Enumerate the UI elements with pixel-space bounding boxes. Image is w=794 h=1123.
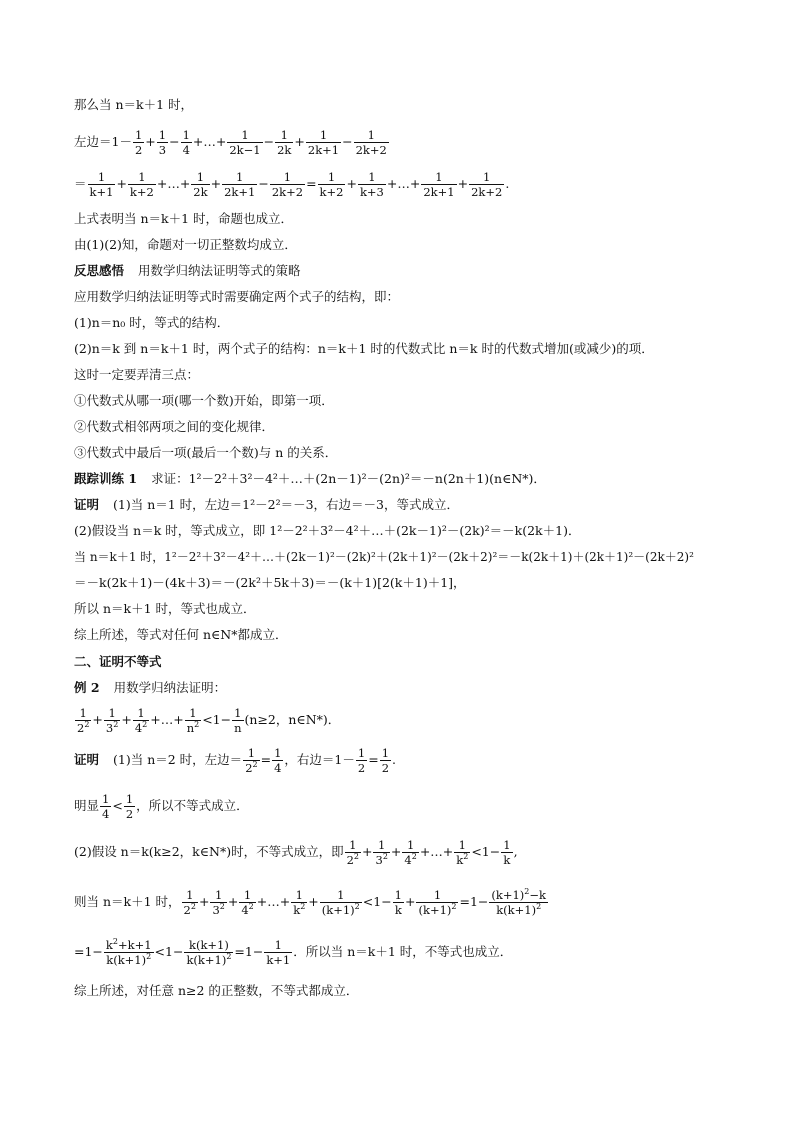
induction-step: 则当 n＝k＋1 时， $\frac{1}{2^2}$ + $\frac{1}{3^2}$ + $\frac{1}{4^2}$ +…+ $\frac{1}{k^2}$ + $\frac{1}{(k+1)^2}$ <1− $\frac{1}{k}$ + $\frac{1}{(k+1)^2}$ =1− $\frac{(k+1)^2-k}{k(k+1)^2}$ xyxy=(74,887,546,917)
text-line: 应用数学归纳法证明等式时需要确定两个式子的结构，即： xyxy=(74,289,400,304)
text-line: 综上所述，等式对任何 n∈N*都成立． xyxy=(74,627,288,642)
text-line: 明显 $\frac{1}{4}$ < $\frac{1}{2}$ ，所以不等式成立． xyxy=(74,792,249,821)
text-line: 这时一定要弄清三点： xyxy=(74,367,200,382)
text-line: ＝－k(2k＋1)－(4k＋3)＝－(2k²＋5k＋3)＝－(k＋1)[2(k＋1)＋1]， xyxy=(74,575,466,590)
text-line: ②代数式相邻两项之间的变化规律． xyxy=(74,419,275,434)
exercise-heading: 跟踪训练 1 求证：1²－2²＋3²－4²＋…＋(2n－1)²－(2n)²＝－n(2n＋1)(n∈N*)． xyxy=(74,471,546,486)
text-line: (2)n＝k 到 n＝k＋1 时，两个式子的结构：n＝k＋1 时的代数式比 n＝k 时的代数式增加(或减少)的项． xyxy=(74,341,654,356)
equation-left-side: 左边＝1－ $\frac{1}{2}$ + $\frac{1}{3}$ − $\frac{1}{4}$ +…+ $\frac{1}{2k-1}$ − $\frac{1}{2k}$ + $\frac{1}{2k+1}$ − $\frac{1}{2k+2}$ xyxy=(74,128,387,157)
text-line: 所以 n＝k＋1 时，等式也成立． xyxy=(74,601,256,616)
text-line: ①代数式从哪一项(哪一个数)开始，即第一项． xyxy=(74,393,334,408)
reflection-heading: 反思感悟 用数学归纳法证明等式的策略 xyxy=(74,263,301,278)
text-line: ③代数式中最后一项(最后一个数)与 n 的关系． xyxy=(74,445,338,460)
text-line: 由(1)(2)知，命题对一切正整数均成立． xyxy=(74,237,297,252)
induction-step-continued: =1− $\frac{k^2+k+1}{k(k+1)^2}$ <1− $\frac{k(k+1)}{k(k+1)^2}$ =1− $\frac{1}{k+1}$ ．所以当 n＝k＋1 时，不等式也成立． xyxy=(74,937,513,967)
proof-line: 证明 (1)当 n＝1 时，左边＝1²－2²＝－3，右边＝－3，等式成立． xyxy=(74,497,460,512)
text-line: 当 n＝k＋1 时，1²－2²＋3²－4²＋…＋(2k－1)²－(2k)²＋(2k＋1)²－(2k＋2)²＝－k(2k＋1)＋(2k＋1)²－(2k＋2)² xyxy=(74,550,694,564)
section-heading: 二、证明不等式 xyxy=(74,654,162,669)
equation-continued: ＝ $\frac{1}{k+1}$ + $\frac{1}{k+2}$ +…+ $\frac{1}{2k}$ + $\frac{1}{2k+1}$ − $\frac{1}{2k+2}$ = $\frac{1}{k+2}$ + $\frac{1}{k+3}$ +…+ $\frac{1}{2k+1}$ + $\frac{1}{2k+2}$ . xyxy=(74,170,510,199)
text-line: (2)假设当 n＝k 时，等式成立，即 1²－2²＋3²－4²＋…＋(2k－1)²－(2k)²＝－k(2k＋1)． xyxy=(74,523,581,538)
example-heading: 例 2 用数学归纳法证明： xyxy=(74,680,227,695)
text-line: 综上所述，对任意 n≥2 的正整数，不等式都成立． xyxy=(74,983,359,998)
text-line: 那么当 n＝k＋1 时， xyxy=(74,97,194,112)
inequality-statement: $\frac{1}{2^2}$ + $\frac{1}{3^2}$ + $\frac{1}{4^2}$ +…+ $\frac{1}{n^2}$ <1− $\frac{1}{n}$ (n≥2，n∈N*)． xyxy=(77,706,341,735)
text-line: (1)n＝n₀ 时，等式的结构． xyxy=(74,315,230,330)
proof-line: 证明 (1)当 n＝2 时，左边＝ $\frac{1}{2^2}$ = $\frac{1}{4}$ ，右边＝1－ $\frac{1}{2}$ = $\frac{1}{2}$ . xyxy=(74,746,396,775)
hypothesis-line: (2)假设 n＝k(k≥2，k∈N*)时，不等式成立，即 $\frac{1}{2^2}$ + $\frac{1}{3^2}$ + $\frac{1}{4^2}$ +…+ $\frac{1}{k^2}$ <1− $\frac{1}{k}$ , xyxy=(74,838,518,867)
text-line: 上式表明当 n＝k＋1 时，命题也成立． xyxy=(74,211,294,226)
